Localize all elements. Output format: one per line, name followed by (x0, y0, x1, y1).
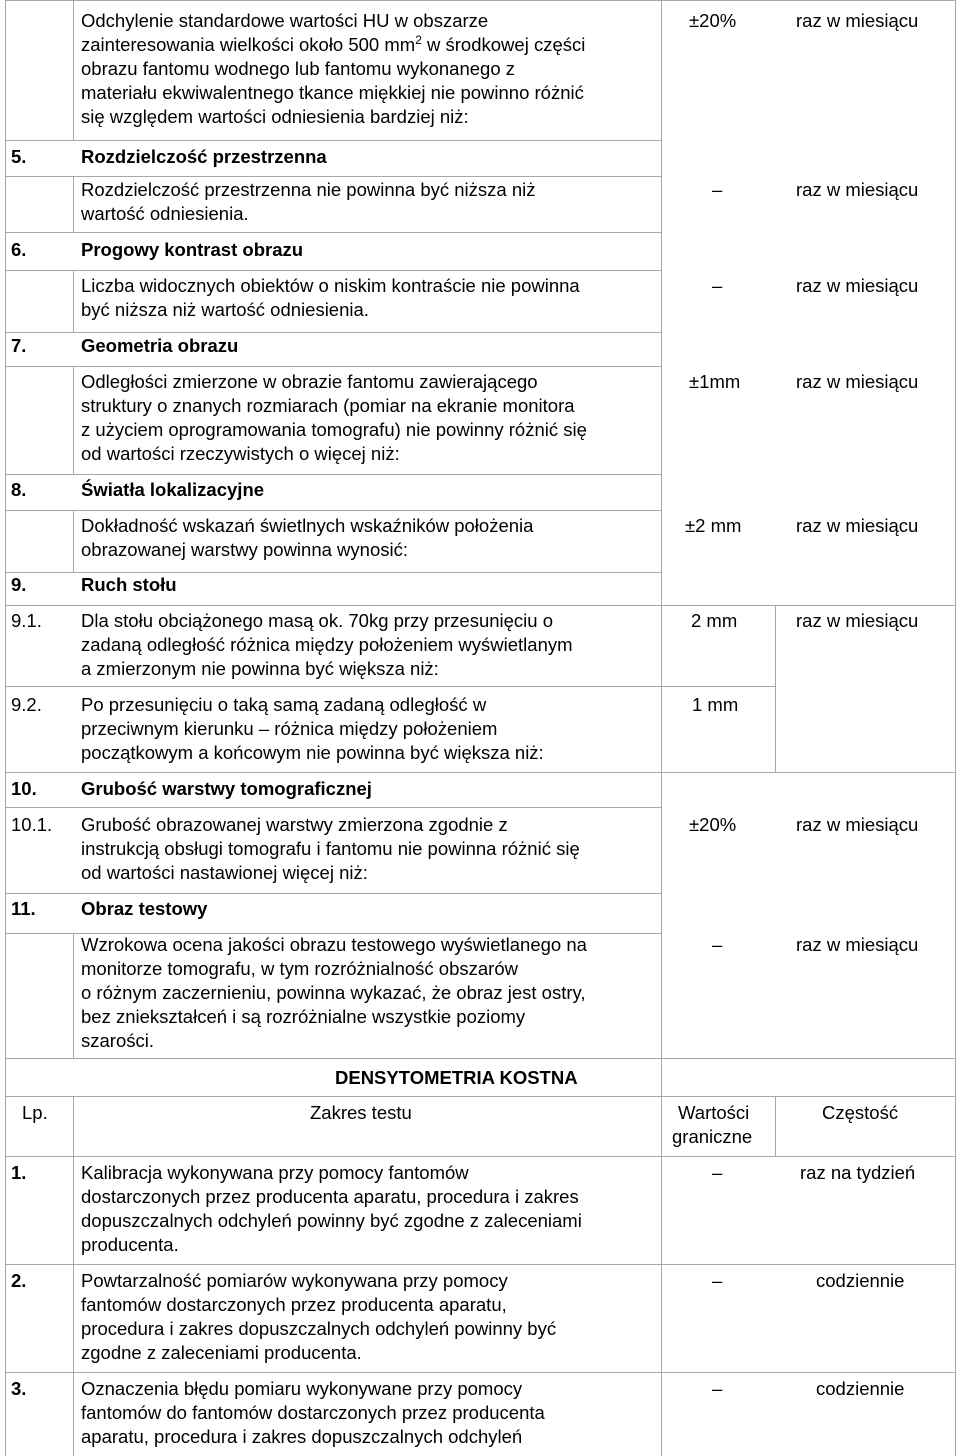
row-text: Powtarzalność pomiarów wykonywana przy pomocy (81, 1270, 508, 1291)
section-text: obrazowanej warstwy powinna wynosić: (81, 539, 408, 560)
row-text: fantomów dostarczonych przez producenta aparatu, (81, 1294, 507, 1315)
section-text: Wzrokowa ocena jakości obrazu testowego wyświetlanego na (81, 934, 587, 955)
header-lp: Lp. (22, 1102, 48, 1123)
intro-line: materiału ekwiwalentnego tkance miękkiej nie powinno różnić (81, 82, 584, 103)
section-text: przeciwnym kierunku – różnica między położeniem (81, 718, 498, 739)
section-text: struktury o znanych rozmiarach (pomiar na ekranie monitora (81, 395, 575, 416)
section-title: Geometria obrazu (81, 335, 239, 356)
limit-value: 1 mm (692, 694, 739, 715)
section-text: być niższa niż wartość odniesienia. (81, 299, 369, 320)
frequency-value: raz w miesiącu (796, 610, 919, 631)
section-number: 5. (11, 146, 27, 167)
limit-value: – (712, 1270, 723, 1291)
section-title: Rozdzielczość przestrzenna (81, 146, 327, 167)
section-title: Światła lokalizacyjne (81, 479, 265, 500)
limit-value: – (712, 1162, 723, 1183)
frequency-value: raz w miesiącu (796, 179, 919, 200)
limit-value: 2 mm (691, 610, 738, 631)
row-text: dostarczonych przez producenta aparatu, procedura i zakres (81, 1186, 579, 1207)
section-text: od wartości nastawionej więcej niż: (81, 862, 368, 883)
frequency-value: raz w miesiącu (796, 814, 919, 835)
row-text: fantomów do fantomów dostarczonych przez producenta (81, 1402, 545, 1423)
section-title: Obraz testowy (81, 898, 208, 919)
frequency-value: raz w miesiącu (796, 371, 919, 392)
limit-value: ±2 mm (685, 515, 742, 536)
intro-line: zainteresowania wielkości około 500 $mm^2$ w środkowej części (81, 32, 586, 55)
section-number: 7. (11, 335, 27, 356)
frequency-value: raz w miesiącu (796, 934, 919, 955)
frequency-value: raz w miesiącu (796, 275, 919, 296)
section-text: Dokładność wskazań świetlnych wskaźników położenia (81, 515, 534, 536)
section-text: zadaną odległość różnica między położeniem wyświetlanym (81, 634, 573, 655)
row-text: zgodne z zaleceniami producenta. (81, 1342, 362, 1363)
limit-value: ±1mm (689, 371, 741, 392)
section-text: monitorze tomografu, w tym rozróżnialność obszarów (81, 958, 518, 979)
row-text: Kalibracja wykonywana przy pomocy fantomów (81, 1162, 469, 1183)
subsection-number: 9.1. (11, 610, 42, 631)
header-limits: graniczne (672, 1126, 753, 1147)
header-limits: Wartości (678, 1102, 750, 1123)
row-text: aparatu, procedura i zakres dopuszczalnych odchyleń (81, 1426, 523, 1447)
header-range: Zakres testu (310, 1102, 412, 1123)
section-text: Po przesunięciu o taką samą zadaną odległość w (81, 694, 487, 715)
frequency-value: codziennie (816, 1270, 905, 1291)
row-number: 2. (11, 1270, 27, 1291)
section-text: a zmierzonym nie powinna być większa niż: (81, 658, 439, 679)
header-frequency: Częstość (822, 1102, 899, 1123)
row-number: 1. (11, 1162, 27, 1183)
frequency-value: raz na tydzień (800, 1162, 916, 1183)
row-text: procedura i zakres dopuszczalnych odchyleń powinny być (81, 1318, 557, 1339)
section-number: 8. (11, 479, 27, 500)
table-title: DENSYTOMETRIA KOSTNA (335, 1067, 578, 1088)
intro-line: się względem wartości odniesienia bardziej niż: (81, 106, 469, 127)
limit-value: ±20% (689, 10, 737, 31)
section-text: o różnym zaczernieniu, powinna wykazać, że obraz jest ostry, (81, 982, 586, 1003)
section-number: 9. (11, 574, 27, 595)
section-text: instrukcją obsługi tomografu i fantomu nie powinna różnić się (81, 838, 580, 859)
subsection-number: 10.1. (11, 814, 53, 835)
section-text: początkowym a końcowym nie powinna być większa niż: (81, 742, 544, 763)
limit-value: ±20% (689, 814, 737, 835)
subsection-number: 9.2. (11, 694, 42, 715)
limit-value: – (712, 179, 723, 200)
section-text: Dla stołu obciążonego masą ok. 70kg przy przesunięciu o (81, 610, 554, 631)
limit-value: – (712, 1378, 723, 1399)
section-text: od wartości rzeczywistych o więcej niż: (81, 443, 400, 464)
section-text: Rozdzielczość przestrzenna nie powinna być niższa niż (81, 179, 536, 200)
row-number: 3. (11, 1378, 27, 1399)
section-text: Liczba widocznych obiektów o niskim kontraście nie powinna (81, 275, 580, 296)
section-text: bez zniekształceń i są rozróżnialne wszystkie poziomy (81, 1006, 526, 1027)
row-text: producenta. (81, 1234, 179, 1255)
frequency-value: codziennie (816, 1378, 905, 1399)
section-text: wartość odniesienia. (81, 203, 249, 224)
row-text: Oznaczenia błędu pomiaru wykonywane przy pomocy (81, 1378, 523, 1399)
section-text: z użyciem oprogramowania tomografu) nie powinny różnić się (81, 419, 587, 440)
limit-value: – (712, 275, 723, 296)
section-number: 11. (11, 898, 36, 919)
section-title: Progowy kontrast obrazu (81, 239, 304, 260)
intro-line: Odchylenie standardowe wartości HU w obszarze (81, 10, 489, 31)
section-number: 6. (11, 239, 27, 260)
section-text: szarości. (81, 1030, 154, 1051)
frequency-value: raz w miesiącu (796, 515, 919, 536)
limit-value: – (712, 934, 723, 955)
row-text: dopuszczalnych odchyleń powinny być zgodne z zaleceniami (81, 1210, 582, 1231)
section-text: Odległości zmierzone w obrazie fantomu zawierającego (81, 371, 538, 392)
section-number: 10. (11, 778, 37, 799)
section-text: Grubość obrazowanej warstwy zmierzona zgodnie z (81, 814, 508, 835)
frequency-value: raz w miesiącu (796, 10, 919, 31)
intro-line: obrazu fantomu wodnego lub fantomu wykonanego z (81, 58, 516, 79)
section-title: Ruch stołu (81, 574, 177, 595)
section-title: Grubość warstwy tomograficznej (81, 778, 372, 799)
